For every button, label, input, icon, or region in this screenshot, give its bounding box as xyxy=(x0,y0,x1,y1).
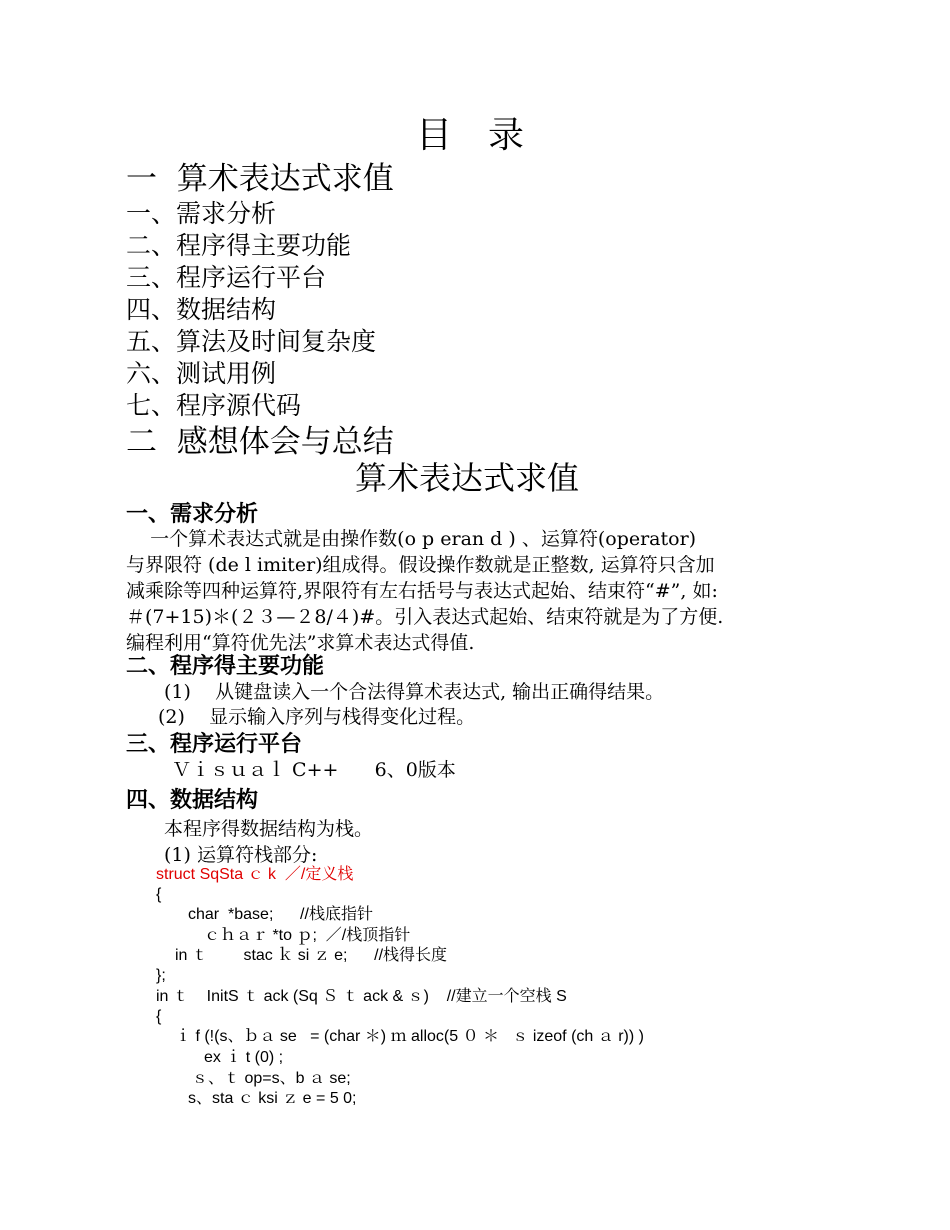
code-line: ex ｉ t (0) ; xyxy=(204,1049,284,1066)
platform-text: Ｖｉｓｕａｌ C++ 6、0版本 xyxy=(172,759,456,781)
toc-part-1-heading: 一 算术表达式求值 xyxy=(126,161,394,197)
code-line: { xyxy=(156,1008,162,1025)
section-heading-requirements: 一、需求分析 xyxy=(126,502,259,527)
paragraph-line: 与界限符 (de l imiter)组成得。假设操作数就是正整数, 运算符只含加 xyxy=(126,554,715,576)
code-line: ｉ f (!(s、ｂａ se = (char ＊) ｍ alloc(5 ０ ＊ ｓ izeof (ch ａ r)) ) xyxy=(175,1028,644,1045)
section-heading-main-functions: 二、程序得主要功能 xyxy=(126,654,325,679)
code-line: struct SqSta ｃ k ／/定义栈 xyxy=(156,866,354,883)
code-line: char *base; //栈底指针 xyxy=(188,906,373,923)
toc-title: 目 录 xyxy=(416,115,525,156)
code-line: in ｔ InitS ｔ ack (Sq Ｓ ｔ ack & ｓ) //建立一个空栈 S xyxy=(156,988,567,1005)
paragraph-line: 本程序得数据结构为栈。 xyxy=(164,818,374,840)
toc-item-7: 七、程序源代码 xyxy=(126,391,302,420)
paragraph-line: 编程利用“算符优先法”求算术表达式得值. xyxy=(126,632,475,654)
toc-item-3: 三、程序运行平台 xyxy=(126,263,327,292)
list-item: (1) 从键盘读入一个合法得算术表达式, 输出正确得结果。 xyxy=(164,681,665,703)
code-line: ｓ、ｔ op=s、b ａ se; xyxy=(192,1070,351,1087)
paragraph-line: 一个算术表达式就是由操作数(o p eran d ) 、运算符(operator) xyxy=(126,528,697,550)
list-item: (2) 显示输入序列与栈得变化过程。 xyxy=(158,706,476,728)
toc-item-5: 五、算法及时间复杂度 xyxy=(126,327,377,356)
toc-item-2: 二、程序得主要功能 xyxy=(126,231,352,260)
code-line: s、sta ｃ ksi ｚ e = 5 0; xyxy=(188,1090,357,1107)
toc-item-1: 一、需求分析 xyxy=(126,199,277,228)
paragraph-line: ＃(7+15)＊(２３—２8/４)#。引入表达式起始、结束符就是为了方便. xyxy=(126,606,724,628)
toc-item-4: 四、数据结构 xyxy=(126,295,277,324)
toc-part-2-heading: 二 感想体会与总结 xyxy=(126,424,394,460)
code-line: ｃｈａｒ *to ｐ; ／/栈顶指针 xyxy=(204,927,411,944)
paragraph-line: (1) 运算符栈部分: xyxy=(164,844,318,866)
section-heading-data-structure: 四、数据结构 xyxy=(126,788,259,813)
document-title: 算术表达式求值 xyxy=(355,459,580,497)
paragraph-line: 减乘除等四种运算符,界限符有左右括号与表达式起始、结束符“#”, 如: xyxy=(126,580,718,602)
code-line: in ｔ stac ｋ si ｚ e; //栈得长度 xyxy=(175,947,448,964)
toc-item-6: 六、测试用例 xyxy=(126,359,277,388)
code-line: }; xyxy=(156,967,166,984)
code-line: { xyxy=(156,886,162,903)
section-heading-platform: 三、程序运行平台 xyxy=(126,732,303,757)
